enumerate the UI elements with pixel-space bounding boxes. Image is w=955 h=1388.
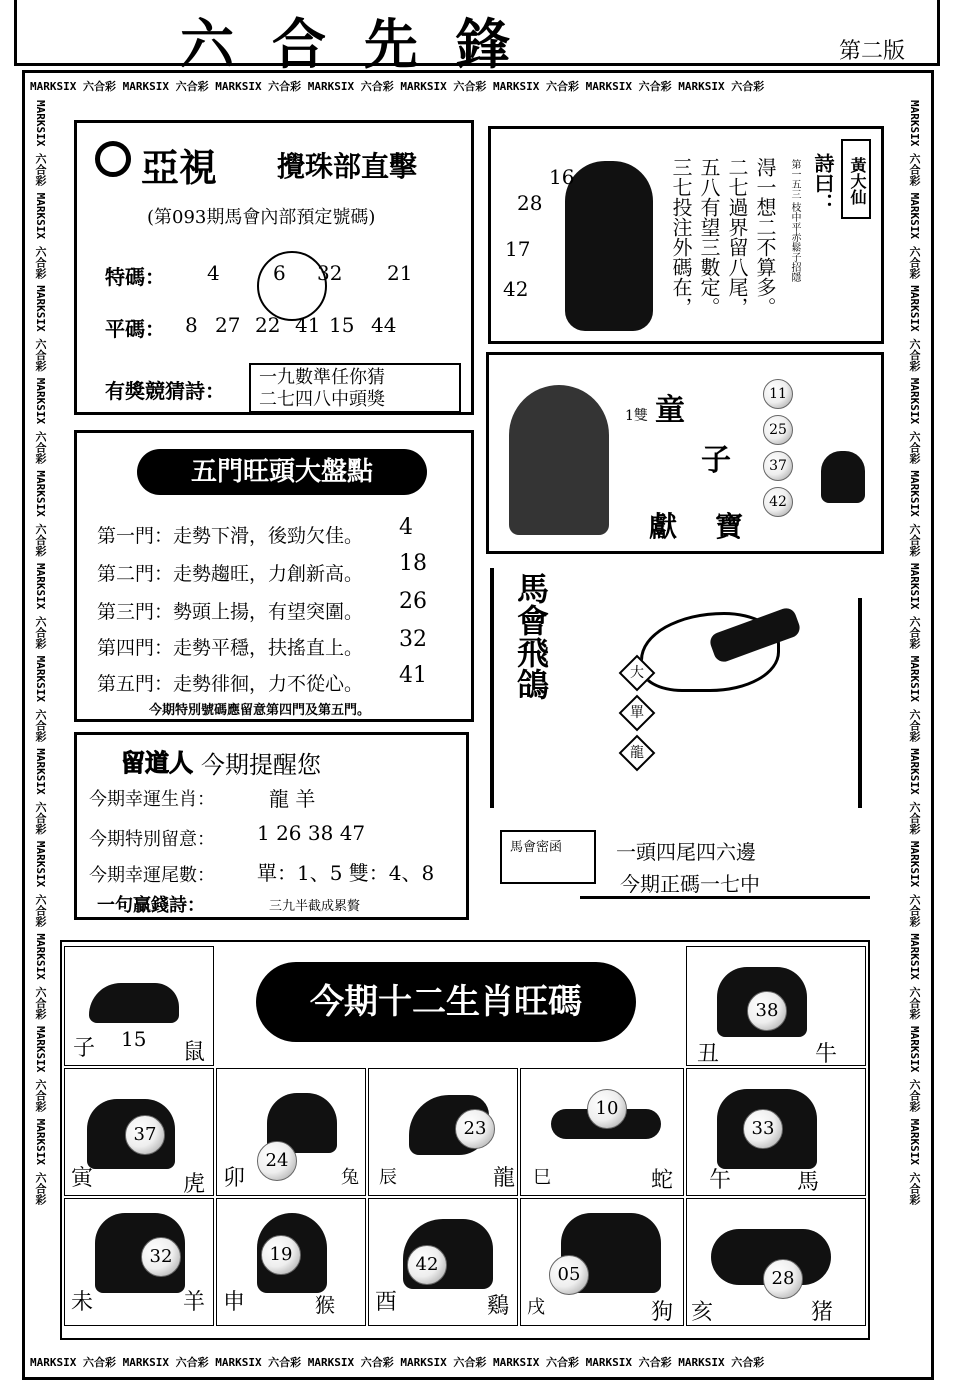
tongzi-tag: 1雙 <box>625 408 648 424</box>
zodiac-cell-rabbit <box>216 1068 366 1196</box>
monkey-num: 19 <box>261 1235 301 1275</box>
secret-line-2: 今期正碼一七中 <box>620 872 760 896</box>
gate-note: 今期特別號碼應留意第四門及第五門。 <box>149 703 371 718</box>
tongzi-title-c: 獻 <box>649 510 678 543</box>
reminder-title-b: 今期提醒您 <box>201 751 321 779</box>
reminder-label-2: 今期特別留意： <box>89 829 215 850</box>
huang-poem <box>667 157 779 337</box>
pig-label: 猪 <box>811 1300 834 1325</box>
five-gates-box <box>74 430 474 722</box>
huang-line-3: 二七過界留八尾， <box>725 157 749 317</box>
dog-branch: 戌 <box>527 1297 545 1318</box>
dove-title: 馬會飛鴿 <box>512 572 550 700</box>
atv-logo-icon <box>95 141 131 177</box>
special-num-2: 6 <box>273 261 286 285</box>
secret-rule <box>580 896 870 899</box>
zodiac-cell-pig <box>686 1198 866 1326</box>
reminder-value-2: 1 26 38 47 <box>257 821 366 845</box>
zodiac-cell-monkey <box>216 1198 366 1326</box>
special-num-3: 32 <box>317 261 343 285</box>
zodiac-cell-rat <box>64 946 214 1066</box>
tongzi-num-4: 42 <box>763 487 793 517</box>
reminder-value-3: 單：1、5 雙：4、8 <box>257 861 435 885</box>
normal-num-1: 8 <box>185 313 198 337</box>
sage-figure-icon <box>565 161 653 331</box>
rabbit-branch: 卯 <box>223 1166 246 1191</box>
zodiac-cell-ox <box>686 946 866 1066</box>
zodiac-cell-dragon <box>368 1068 518 1196</box>
dragon-branch: 辰 <box>379 1167 397 1188</box>
reminder-label-1: 今期幸運生肖： <box>89 789 215 810</box>
child-figure-icon <box>821 451 865 503</box>
special-label: 特碼： <box>105 265 165 289</box>
horse-label: 馬 <box>797 1170 820 1195</box>
page-title: 六合先鋒 <box>180 12 548 76</box>
normal-num-2: 27 <box>215 313 241 337</box>
huang-line-2: 五八有望三數定。 <box>697 157 721 317</box>
dog-label: 狗 <box>651 1300 674 1325</box>
special-num-4: 21 <box>387 261 413 285</box>
secret-line-1: 一頭四尾四六邊 <box>616 840 756 864</box>
ox-branch: 丑 <box>697 1042 720 1067</box>
huang-tag: 黃大仙 <box>841 139 871 219</box>
zodiac-cell-dog <box>520 1198 684 1326</box>
tongzi-title-d: 寶 <box>715 510 744 543</box>
special-num-1: 4 <box>207 261 220 285</box>
dove-right-rule <box>858 598 862 808</box>
normal-num-5: 15 <box>329 313 355 337</box>
pig-branch: 亥 <box>691 1300 714 1325</box>
zodiac-cell-horse <box>686 1068 866 1196</box>
gate-num-2: 18 <box>399 551 427 576</box>
normal-num-3: 22 <box>255 313 281 337</box>
pig-num: 28 <box>763 1259 803 1299</box>
huang-box <box>488 126 884 344</box>
reminder-value-1: 龍 羊 <box>269 787 316 811</box>
goat-branch: 未 <box>71 1290 94 1315</box>
right-border-strip: MARKSIX 六合彩 MARKSIX 六合彩 MARKSIX 六合彩 MARKSIX 六合彩 MARKSIX 六合彩 MARKSIX 六合彩 MARKSIX 六合彩 MARKSIX 六合彩 MARKSIX 六合彩 MARKSIX 六合彩 MARKSIX 六合彩 MARKSIX 六合彩 <box>908 100 921 1205</box>
snake-num: 10 <box>587 1089 627 1129</box>
zodiac-cell-rooster <box>368 1198 518 1326</box>
atv-logo: 亞視 <box>141 145 218 190</box>
reminder-label-3: 今期幸運尾數： <box>89 865 215 886</box>
tongzi-title-b: 子 <box>701 443 731 478</box>
huang-poem-label: 詩曰： <box>811 153 835 213</box>
zodiac-title: 今期十二生肖旺碼 <box>256 962 636 1042</box>
gate-row-2: 第二門：走勢趨旺，力創新高。 <box>97 563 364 585</box>
gate-num-3: 26 <box>399 589 427 614</box>
lottery-drum-icon <box>257 251 327 321</box>
huang-line-4: 淂一想二不算多。 <box>753 157 777 317</box>
poem-box <box>249 363 461 413</box>
reminder-box <box>74 732 469 920</box>
rabbit-num: 24 <box>257 1141 297 1181</box>
rat-branch: 子 <box>73 1036 96 1061</box>
monkey-branch: 申 <box>223 1290 246 1315</box>
snake-label: 蛇 <box>651 1168 674 1193</box>
snake-branch: 巳 <box>533 1167 551 1188</box>
edition-label: 第二版 <box>838 39 905 64</box>
huang-num-3: 17 <box>505 237 531 261</box>
dove-tag-3: 龍 <box>630 745 644 761</box>
monkey-label: 猴 <box>315 1293 335 1317</box>
atv-box <box>74 120 474 415</box>
normal-num-4: 41 <box>295 313 321 337</box>
rooster-label: 鷄 <box>487 1294 510 1319</box>
gate-row-4: 第四門：走勢平穩，扶搖直上。 <box>97 637 364 659</box>
rooster-num: 42 <box>407 1245 447 1285</box>
tongzi-box <box>486 352 884 554</box>
normal-num-6: 44 <box>371 313 397 337</box>
gate-num-5: 41 <box>399 663 427 688</box>
dragon-label: 龍 <box>493 1166 516 1191</box>
gate-row-1: 第一門：走勢下滑，後勁欠佳。 <box>97 525 364 547</box>
poem-line-2: 二七四八中頭獎 <box>259 389 385 410</box>
gate-row-5: 第五門：走勢徘徊，力不從心。 <box>97 673 364 695</box>
tiger-num: 37 <box>125 1115 165 1155</box>
tongzi-num-2: 25 <box>763 415 793 445</box>
atv-heading: 攪珠部直擊 <box>277 150 418 183</box>
dove-left-rule <box>490 568 494 808</box>
horse-num: 33 <box>743 1109 783 1149</box>
five-gates-title: 五門旺頭大盤點 <box>137 449 427 495</box>
ox-label: 牛 <box>815 1042 838 1067</box>
tongzi-num-1: 11 <box>763 379 793 409</box>
rat-icon <box>89 983 179 1023</box>
envelope-icon <box>500 830 596 884</box>
goat-num: 32 <box>141 1237 181 1277</box>
tiger-label: 虎 <box>183 1172 206 1197</box>
goat-label: 羊 <box>183 1290 206 1315</box>
normal-label: 平碼： <box>105 317 165 341</box>
horse-branch: 午 <box>709 1168 732 1193</box>
rooster-branch: 酉 <box>375 1290 398 1315</box>
zodiac-cell-goat <box>64 1198 214 1326</box>
reminder-poem: 三九半截成累贅 <box>269 899 361 914</box>
dog-num: 05 <box>549 1255 589 1295</box>
envelope-label: 馬會密函 <box>510 840 563 855</box>
top-border-strip: MARKSIX 六合彩 MARKSIX 六合彩 MARKSIX 六合彩 MARKSIX 六合彩 MARKSIX 六合彩 MARKSIX 六合彩 MARKSIX 六合彩 MARKSIX 六合彩 <box>30 80 765 93</box>
huang-side-note: 第一五三 枝中平赤鬆子招隱 <box>789 159 800 283</box>
gate-row-3: 第三門：勢頭上揚，有望突圍。 <box>97 601 364 623</box>
dove-tag-1: 大 <box>630 665 644 681</box>
huang-num-2: 28 <box>517 191 543 215</box>
zodiac-cell-snake <box>520 1068 684 1196</box>
bottom-border-strip: MARKSIX 六合彩 MARKSIX 六合彩 MARKSIX 六合彩 MARKSIX 六合彩 MARKSIX 六合彩 MARKSIX 六合彩 MARKSIX 六合彩 MARKSIX 六合彩 <box>30 1356 765 1369</box>
gate-num-4: 32 <box>399 627 427 652</box>
children-figures-icon <box>509 385 609 535</box>
tongzi-num-3: 37 <box>763 451 793 481</box>
tongzi-title-a: 童 <box>655 393 685 428</box>
rat-label: 鼠 <box>183 1040 206 1065</box>
zodiac-cell-tiger <box>64 1068 214 1196</box>
tiger-branch: 寅 <box>71 1166 94 1191</box>
huang-line-1: 三七投注外碼在， <box>669 157 693 317</box>
huang-num-1: 16 <box>549 165 575 189</box>
rabbit-label: 兔 <box>341 1167 359 1188</box>
dragon-num: 23 <box>455 1109 495 1149</box>
left-border-strip: MARKSIX 六合彩 MARKSIX 六合彩 MARKSIX 六合彩 MARKSIX 六合彩 MARKSIX 六合彩 MARKSIX 六合彩 MARKSIX 六合彩 MARKSIX 六合彩 MARKSIX 六合彩 MARKSIX 六合彩 MARKSIX 六合彩 MARKSIX 六合彩 <box>34 100 47 1205</box>
poem-label: 有獎競猜詩： <box>105 379 225 403</box>
reminder-poem-label: 一句贏錢詩： <box>97 895 205 916</box>
poem-line-1: 一九數準任你猜 <box>259 367 385 388</box>
huang-num-4: 42 <box>503 277 529 301</box>
atv-subtitle: (第093期馬會內部預定號碼) <box>147 207 376 228</box>
rat-num: 15 <box>121 1027 147 1051</box>
ox-num: 38 <box>747 991 787 1031</box>
dove-tag-2: 單 <box>630 705 644 721</box>
reminder-title-a: 留道人 <box>121 748 193 777</box>
gate-num-1: 4 <box>399 515 413 540</box>
